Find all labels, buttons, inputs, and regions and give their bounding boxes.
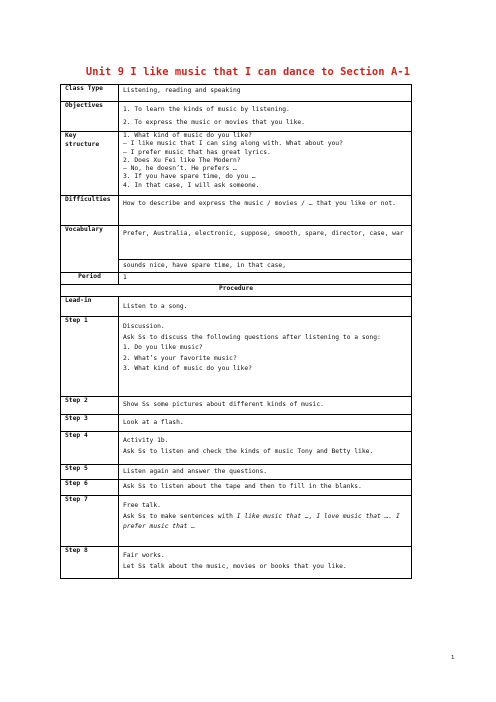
label-key-structure: Key structure bbox=[61, 132, 119, 196]
step-5-text: Listen again and answer the questions. bbox=[123, 468, 268, 475]
row-objectives bbox=[61, 102, 412, 132]
document-title: Unit 9 I like music that I can dance to Section A-1 bbox=[85, 66, 411, 78]
label-step-2: Step 2 bbox=[61, 397, 119, 415]
step-3-text: Look at a flash. bbox=[123, 419, 184, 426]
value-step-7 bbox=[119, 496, 412, 547]
objective-line: 1. To learn the kinds of music by listening. bbox=[123, 106, 290, 113]
value-class-type bbox=[119, 85, 412, 102]
label-step-7: Step 7 bbox=[61, 496, 119, 547]
label-difficulties: Difficulties bbox=[61, 196, 119, 226]
label-step-4: Step 4 bbox=[61, 432, 119, 465]
key-structure-line: 1. What kind of music do you like? bbox=[123, 132, 252, 139]
step-1-line: Ask Ss to discuss the following questions after listening to a song: bbox=[123, 333, 381, 341]
period-value: 1 bbox=[123, 274, 127, 281]
vocabulary-words: Prefer, Australia, electronic, suppose, smooth, spare, director, case, war bbox=[123, 230, 404, 237]
row-vocabulary-words bbox=[61, 226, 412, 260]
value-step-1 bbox=[119, 317, 412, 397]
value-step-3 bbox=[119, 415, 412, 432]
value-vocabulary-phrases bbox=[119, 260, 412, 273]
step-8-line: Fair works. bbox=[123, 552, 165, 559]
row-step-7 bbox=[61, 496, 412, 547]
row-step-6 bbox=[61, 480, 412, 496]
value-vocabulary-words bbox=[119, 226, 412, 260]
step-7-intro: Ask Ss to make sentences with bbox=[123, 512, 237, 520]
step-6-text: Ask Ss to listen about the tape and then to fill in the blanks. bbox=[123, 483, 362, 490]
row-step-2 bbox=[61, 397, 412, 415]
value-key-structure bbox=[119, 132, 412, 196]
lesson-plan-table bbox=[60, 84, 412, 579]
row-step-3 bbox=[61, 415, 412, 432]
label-period: Period bbox=[61, 273, 119, 285]
value-objectives bbox=[119, 102, 412, 132]
page-number: 1 bbox=[451, 655, 455, 661]
value-step-5 bbox=[119, 465, 412, 480]
value-step-4 bbox=[119, 432, 412, 465]
value-period bbox=[119, 273, 412, 285]
row-step-4 bbox=[61, 432, 412, 465]
step-1-line: 2. What’s your favorite music? bbox=[123, 354, 237, 362]
step-1-line: Discussion. bbox=[123, 323, 165, 330]
label-step-1: Step 1 bbox=[61, 317, 119, 397]
value-step-6 bbox=[119, 480, 412, 496]
row-key-structure bbox=[61, 132, 412, 196]
step-7-sentence-patterns: I like music that …, I love music that …. I prefer music that … bbox=[123, 512, 400, 531]
row-period bbox=[61, 273, 412, 285]
key-structure-line: 4. In that case, I will ask someone. bbox=[123, 181, 260, 189]
label-step-3: Step 3 bbox=[61, 415, 119, 432]
row-class-type bbox=[61, 85, 412, 102]
lead-in-text: Listen to a song. bbox=[123, 303, 188, 310]
value-step-8 bbox=[119, 547, 412, 579]
step-7-line bbox=[123, 513, 400, 531]
vocabulary-phrases: sounds nice, have spare time, in that case, bbox=[123, 262, 287, 269]
label-vocabulary: Vocabulary bbox=[61, 226, 119, 273]
step-7-line: Free talk. bbox=[123, 502, 161, 509]
step-1-line: 3. What kind of music do you like? bbox=[123, 365, 252, 373]
key-structure-line: 3. If you have spare time, do you … bbox=[123, 173, 256, 181]
label-step-6: Step 6 bbox=[61, 480, 119, 496]
step-4-line: Ask Ss to listen and check the kinds of music Tony and Betty like. bbox=[123, 447, 374, 455]
difficulties-text: How to describe and express the music / movies / … that you like or not. bbox=[123, 200, 396, 207]
label-step-5: Step 5 bbox=[61, 465, 119, 480]
key-structure-line: — I prefer music that has great lyrics. bbox=[123, 148, 271, 156]
step-4-line: Activity 1b. bbox=[123, 437, 169, 444]
step-2-text: Show Ss some pictures about different kinds of music. bbox=[123, 401, 324, 408]
value-difficulties bbox=[119, 196, 412, 226]
objective-line: 2. To express the music or movies that you like. bbox=[123, 118, 305, 126]
procedure-heading: Procedure bbox=[61, 285, 412, 297]
row-step-1 bbox=[61, 317, 412, 397]
label-lead-in: Lead-in bbox=[61, 297, 119, 317]
key-structure-line: — No, he doesn’t. He prefers … bbox=[123, 165, 237, 173]
row-step-8 bbox=[61, 547, 412, 579]
class-type-text: Listening, reading and speaking bbox=[123, 87, 241, 94]
row-procedure-heading bbox=[61, 285, 412, 297]
key-structure-line: — I like music that I can sing along with. What about you? bbox=[123, 140, 343, 148]
step-8-line: Let Ss talk about the music, movies or books that you like. bbox=[123, 562, 347, 570]
label-step-8: Step 8 bbox=[61, 547, 119, 579]
label-class-type: Class Type bbox=[61, 85, 119, 102]
row-step-5 bbox=[61, 465, 412, 480]
step-1-line: 1. Do you like music? bbox=[123, 344, 203, 352]
row-difficulties bbox=[61, 196, 412, 226]
row-lead-in bbox=[61, 297, 412, 317]
key-structure-line: 2. Does Xu Fei like The Modern? bbox=[123, 156, 241, 164]
value-step-2 bbox=[119, 397, 412, 415]
value-lead-in bbox=[119, 297, 412, 317]
label-objectives: Objectives bbox=[61, 102, 119, 132]
